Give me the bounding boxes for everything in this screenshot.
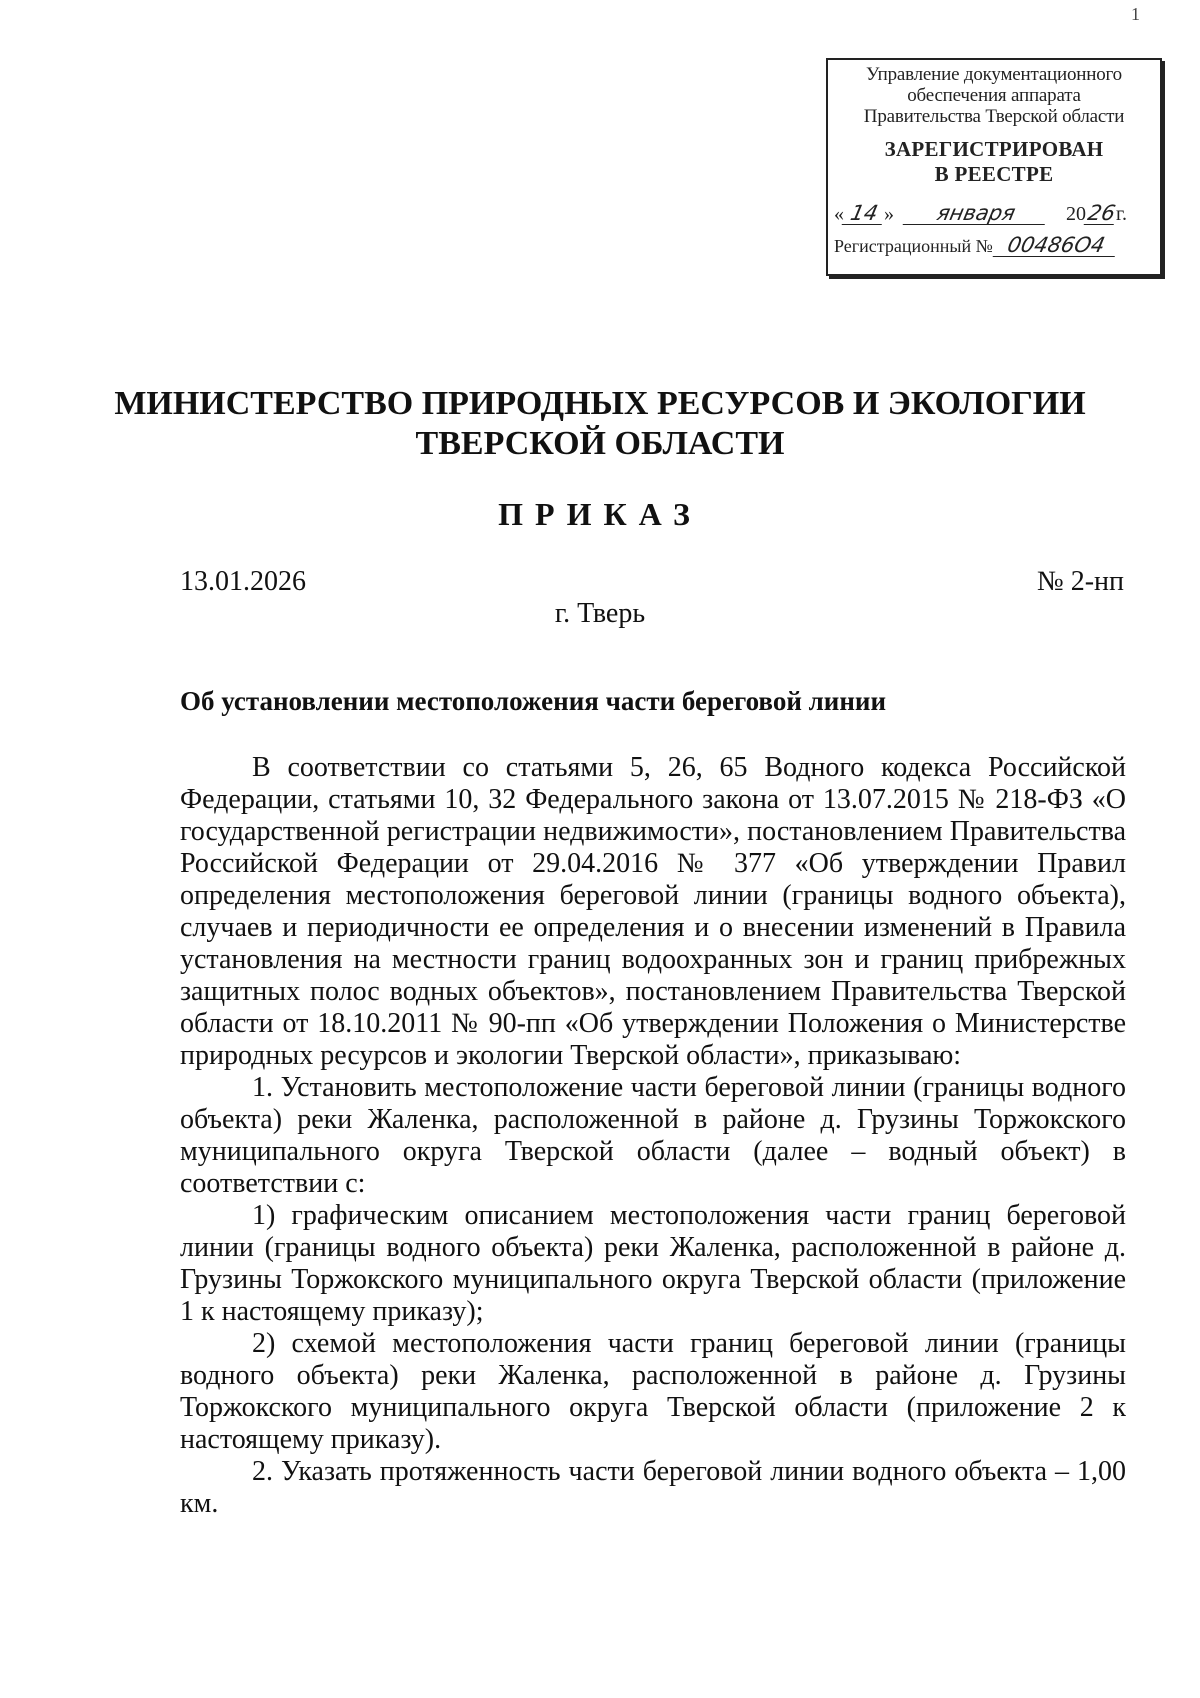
stamp-year-prefix: 20 [1066,203,1086,225]
document-type-heading: ПРИКАЗ [498,496,702,532]
stamp-reg-label: Регистрационный № [834,236,993,256]
stamp-year-unit: г. [1116,203,1127,225]
order-body [180,752,1126,1520]
stamp-reg-number-handwritten: 00486О4 [992,235,1119,257]
stamp-org-line-3: Правительства Тверской области [863,106,1125,127]
stamp-date-row [834,203,1154,225]
registration-stamp [826,58,1162,276]
preamble-paragraph: В соответствии со статьями 5, 26, 65 Водного кодекса Российской Федерации, статьями 10, 32 Федерального закона от 13.07.2015 № 218-ФЗ «О государственной регистрации недвижимости», постановлением Правительства Российской Федерации от 29.04.2016 № 377 «Об утверждении Правил определения местоположения береговой линии (границы водного объекта), случаев и периодичности ее определения и о внесении изменений в Правила установления на местности границ водоохранных зон и границ прибрежных защитных полос водных объектов», постановлением Правительства Тверской области от 18.10.2011 № 90-пп «Об утверждении Положения о Министерстве природных ресурсов и экологии Тверской области», приказываю: [180,752,1126,1071]
ministry-title [100,384,1100,464]
order-number: № 2-нп [1036,566,1124,597]
order-city: г. Тверь [554,598,646,629]
stamp-registered-line-2: В РЕЕСТРЕ [934,162,1054,186]
ministry-title-line-1: МИНИСТЕРСТВО ПРИРОДНЫХ РЕСУРСОВ И ЭКОЛОГИИ [114,385,1086,422]
stamp-quote-open: « [834,203,844,225]
stamp-month-handwritten: января [903,203,1050,225]
stamp-org-line-2: обеспечения аппарата [907,85,1081,106]
stamp-year-handwritten: 26 [1085,201,1118,225]
clause-1-1-paragraph: 1) графическим описанием местоположения части границ береговой линии (границы водного объекта) реки Жаленка, расположенной в районе д. Грузины Торжокского муниципального округа Тверской области (приложение 1 к настоящему приказу); [180,1200,1126,1327]
stamp-quote-close: » [884,203,894,225]
clause-2-paragraph: 2. Указать протяженность части береговой линии водного объекта – 1,00 км. [180,1456,1126,1519]
page-mark: 1 [1131,4,1140,24]
clause-1-paragraph: 1. Установить местоположение части береговой линии (границы водного объекта) реки Жаленка, расположенной в районе д. Грузины Торжокского муниципального округа Тверской области (далее – водный объект) в соответствии с: [180,1072,1126,1199]
stamp-day-handwritten: 14 [842,203,887,225]
order-date: 13.01.2026 [180,566,306,597]
stamp-number-row [834,235,1154,257]
stamp-org-line-1: Управление документационного [866,64,1122,85]
order-subject: Об установлении местоположения части береговой линии [180,686,887,716]
ministry-title-line-2: ТВЕРСКОЙ ОБЛАСТИ [415,425,785,462]
stamp-registered-line-1: ЗАРЕГИСТРИРОВАН [884,137,1104,161]
clause-1-2-paragraph: 2) схемой местоположения части границ береговой линии (границы водного объекта) реки Жаленка, расположенной в районе д. Грузины Торжокского муниципального округа Тверской области (приложение 2 к настоящему приказу). [180,1328,1126,1455]
